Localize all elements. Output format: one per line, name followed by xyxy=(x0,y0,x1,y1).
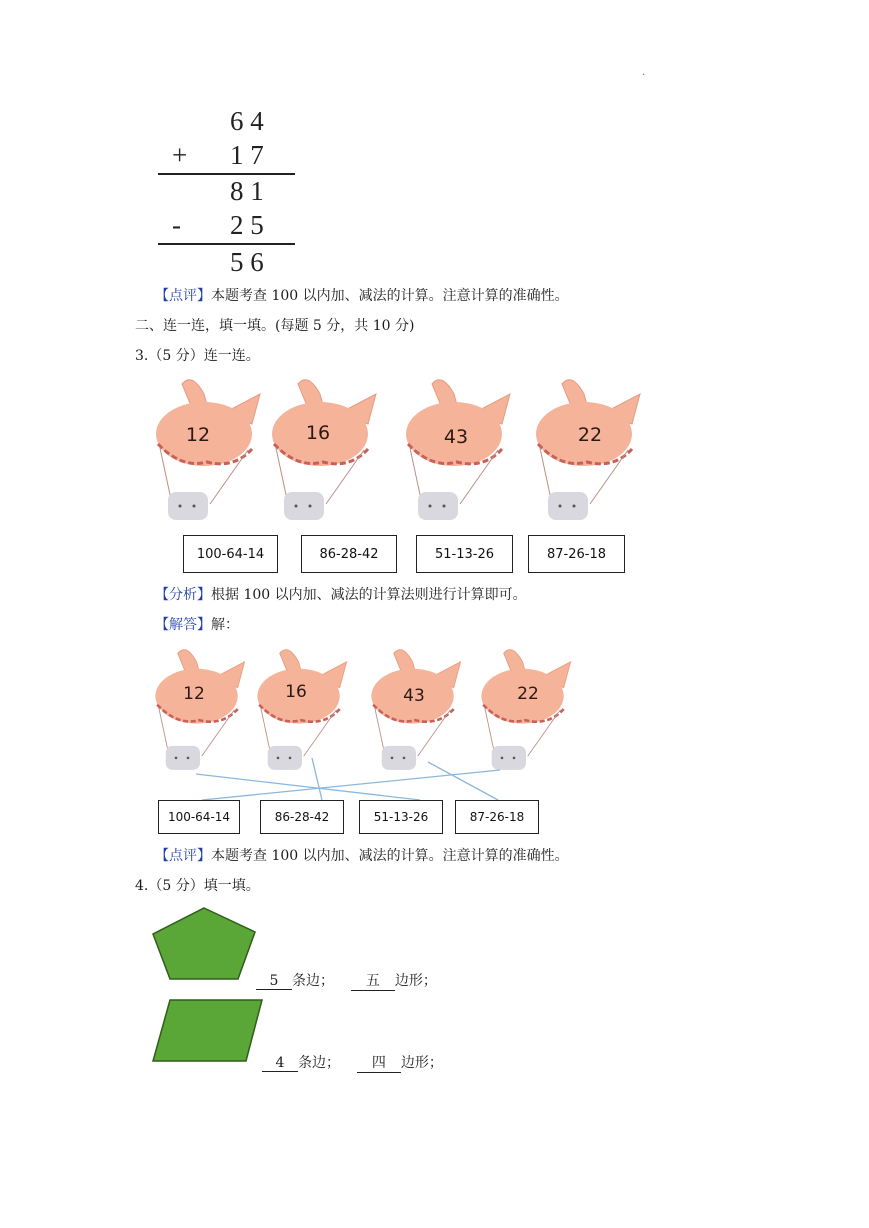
calc-row-5: 5 6 xyxy=(230,247,264,277)
expression-box: 100-64-14 xyxy=(183,535,278,573)
connector-line xyxy=(312,758,322,800)
comment-text: 本题考查 100 以内加、减法的计算。注意计算的准确性。 xyxy=(211,848,569,864)
parachute-number: 12 xyxy=(185,424,211,446)
analysis-tag: 【分析】 xyxy=(155,587,211,603)
pentagon-answer xyxy=(256,970,437,991)
calc-row-4: 2 5 xyxy=(230,210,264,240)
parachute-number: 22 xyxy=(517,684,539,704)
parallelogram-answer xyxy=(262,1052,443,1073)
parallelogram-sides-blank: 4 xyxy=(262,1055,298,1072)
answer-tag: 【解答】 xyxy=(155,617,211,633)
expression-box: 86-28-42 xyxy=(301,535,397,573)
calc-minus-sign: - xyxy=(172,210,181,240)
question-4-title: 4.（5 分）填一填。 xyxy=(135,878,260,894)
parallelogram-name-blank: 四 xyxy=(357,1052,401,1073)
pentagon-name-blank: 五 xyxy=(351,970,395,991)
connector-line xyxy=(428,762,498,800)
page-marker-dot: · xyxy=(642,70,646,81)
shape-name-label: 边形； xyxy=(394,973,437,989)
expression-box: 51-13-26 xyxy=(416,535,513,573)
sides-label: 条边； xyxy=(292,973,334,989)
expression-box: 51-13-26 xyxy=(359,800,443,834)
calc-plus-sign: + xyxy=(172,140,188,170)
shape-name-label: 边形； xyxy=(400,1055,443,1071)
pentagon-shape xyxy=(150,906,258,982)
parachute-number: 16 xyxy=(305,422,331,444)
comment-2 xyxy=(155,847,569,865)
expression-box: 86-28-42 xyxy=(260,800,344,834)
parachute-number: 16 xyxy=(285,682,307,702)
calc-row-1: 6 4 xyxy=(230,106,264,136)
comment-tag: 【点评】 xyxy=(155,288,211,304)
parachute-number: 43 xyxy=(443,426,469,448)
expression-box: 100-64-14 xyxy=(158,800,240,834)
expression-box: 87-26-18 xyxy=(528,535,625,573)
connector-line xyxy=(196,774,420,800)
analysis-text: 根据 100 以内加、减法的计算法则进行计算即可。 xyxy=(211,587,527,603)
calc-row-2: 1 7 xyxy=(230,140,264,170)
parachute-number: 22 xyxy=(577,424,603,446)
section-2-heading: 二、连一连，填一填。(每题 5 分，共 10 分) xyxy=(135,318,415,334)
parachute-number: 12 xyxy=(183,684,205,704)
sides-label: 条边； xyxy=(298,1055,340,1071)
answer-text: 解： xyxy=(211,617,239,633)
parallelogram-shape xyxy=(150,998,264,1064)
parachute-number: 43 xyxy=(403,686,425,706)
pentagon-sides-blank: 5 xyxy=(256,973,292,990)
comment-text: 本题考查 100 以内加、减法的计算。注意计算的准确性。 xyxy=(211,288,569,304)
calc-row-3: 8 1 xyxy=(230,176,264,206)
question-3-title: 3.（5 分）连一连。 xyxy=(135,348,260,364)
expression-box: 87-26-18 xyxy=(455,800,539,834)
connector-line xyxy=(202,770,500,800)
comment-tag: 【点评】 xyxy=(155,848,211,864)
